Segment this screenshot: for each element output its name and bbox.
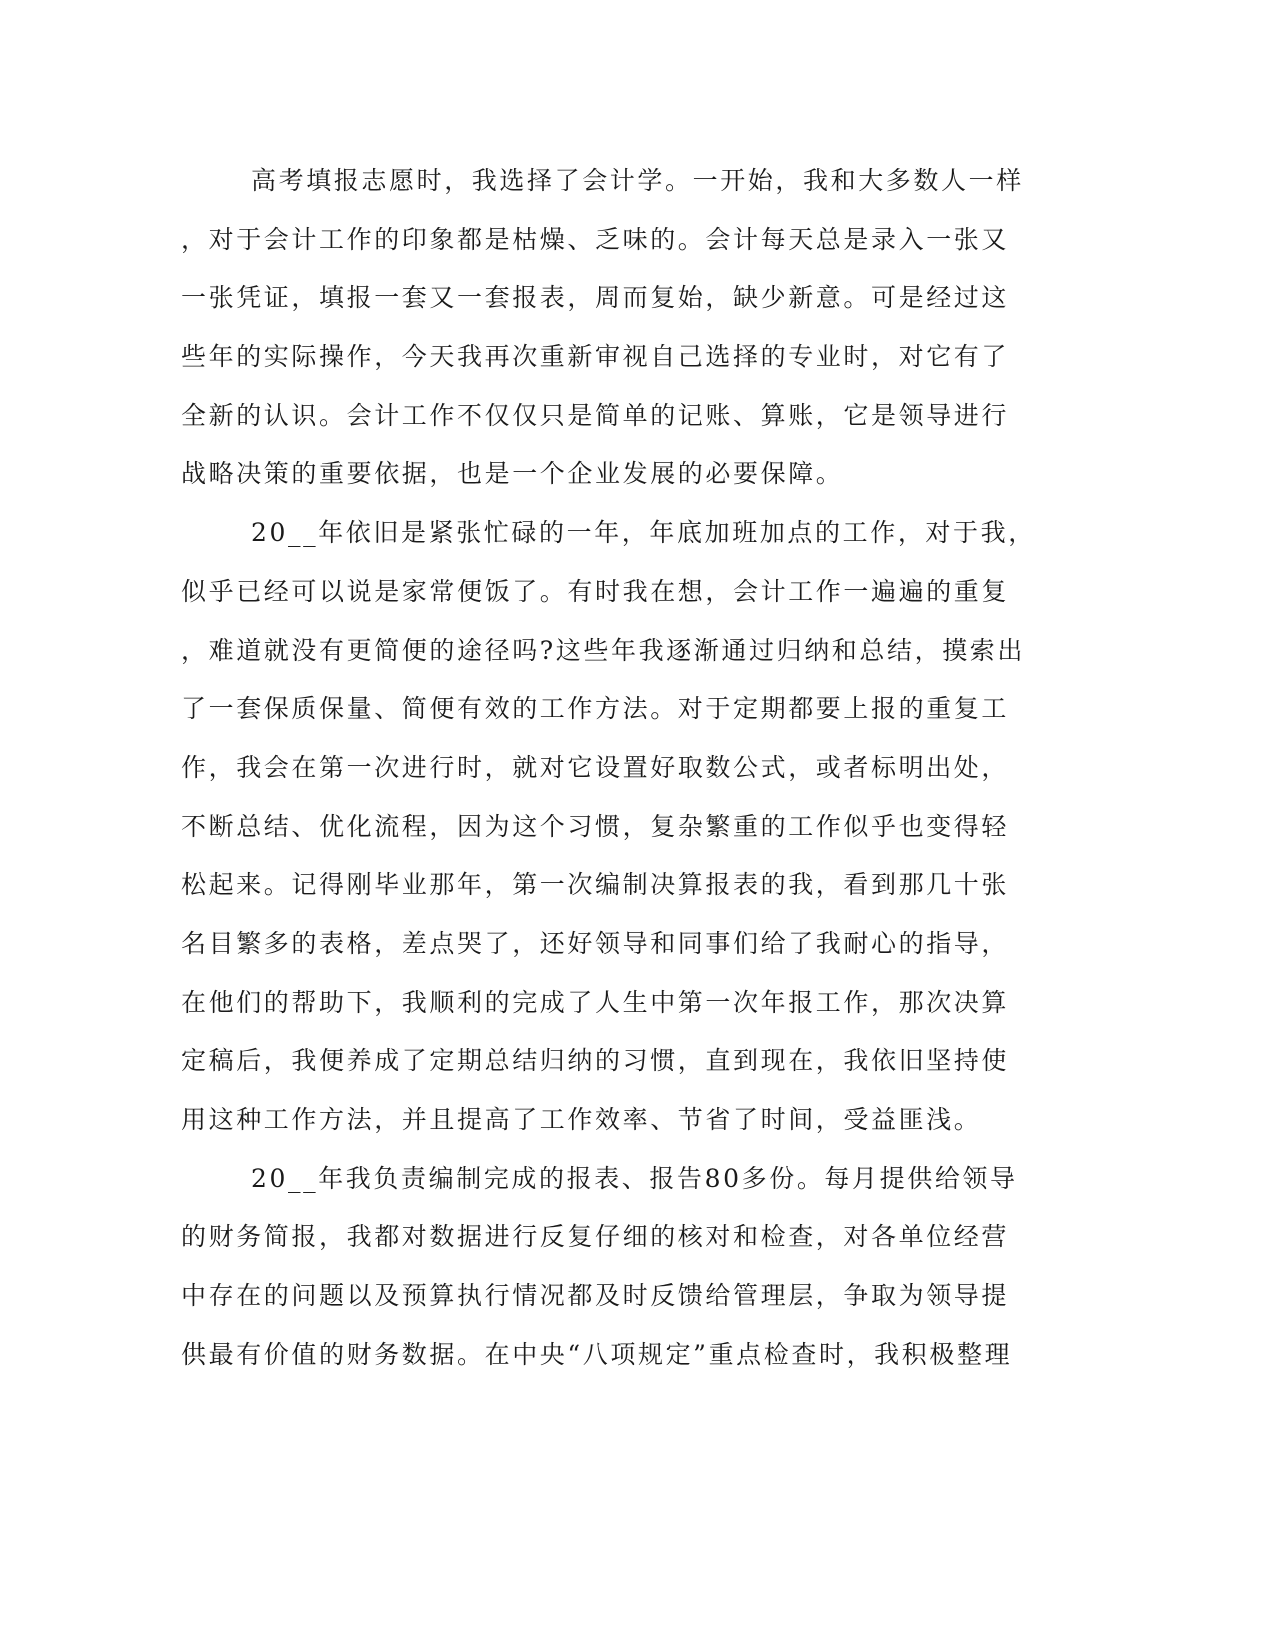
text-line: ，难道就没有更简便的途径吗?这些年我逐渐通过归纳和总结，摸索出 <box>181 635 1026 665</box>
paragraph-3 <box>181 1150 1061 1385</box>
text-line: 用这种工作方法，并且提高了工作效率、节省了时间，受益匪浅。 <box>181 1105 982 1134</box>
text-line: 作，我会在第一次进行时，就对它设置好取数公式，或者标明出处， <box>181 752 1010 782</box>
text-line: 全新的认识。会计工作不仅仅只是简单的记账、算账，它是领导进行 <box>181 400 1010 430</box>
text-line: 定稿后，我便养成了定期总结归纳的习惯，直到现在，我依旧坚持使 <box>181 1046 1010 1076</box>
text-line: 不断总结、优化流程，因为这个习惯，复杂繁重的工作似乎也变得轻 <box>181 811 1010 841</box>
text-line: 似乎已经可以说是家常便饭了。有时我在想，会计工作一遍遍的重复 <box>181 576 1010 606</box>
text-line: 战略决策的重要依据，也是一个企业发展的必要保障。 <box>181 459 844 489</box>
text-line: 20__年依旧是紧张忙碌的一年，年底加班加点的工作，对于我， <box>251 518 1036 548</box>
text-line: 高考填报志愿时，我选择了会计学。一开始，我和大多数人一样 <box>251 166 1024 195</box>
text-line: 中存在的问题以及预算执行情况都及时反馈给管理层，争取为领导提 <box>181 1281 1010 1311</box>
text-line: 20__年我负责编制完成的报表、报告80多份。每月提供给领导 <box>251 1163 1018 1193</box>
paragraph-1 <box>181 152 1061 504</box>
text-line: 在他们的帮助下，我顺利的完成了人生中第一次年报工作，那次决算 <box>181 987 1010 1017</box>
document-body <box>181 152 1061 1384</box>
text-line: ，对于会计工作的印象都是枯燥、乏味的。会计每天总是录入一张又 <box>181 224 1010 254</box>
text-line: 一张凭证，填报一套又一套报表，周而复始，缺少新意。可是经过这 <box>181 283 1010 313</box>
text-line: 了一套保质保量、简便有效的工作方法。对于定期都要上报的重复工 <box>181 694 1010 724</box>
text-line: 些年的实际操作，今天我再次重新审视自己选择的专业时，对它有了 <box>181 342 1010 372</box>
text-line: 的财务简报，我都对数据进行反复仔细的核对和检查，对各单位经营 <box>181 1222 1010 1252</box>
text-line: 供最有价值的财务数据。在中央“八项规定”重点检查时，我积极整理 <box>181 1339 1013 1369</box>
paragraph-2 <box>181 504 1061 1150</box>
text-line: 松起来。记得刚毕业那年，第一次编制决算报表的我，看到那几十张 <box>181 870 1010 900</box>
text-line: 名目繁多的表格，差点哭了，还好领导和同事们给了我耐心的指导， <box>181 928 1010 958</box>
